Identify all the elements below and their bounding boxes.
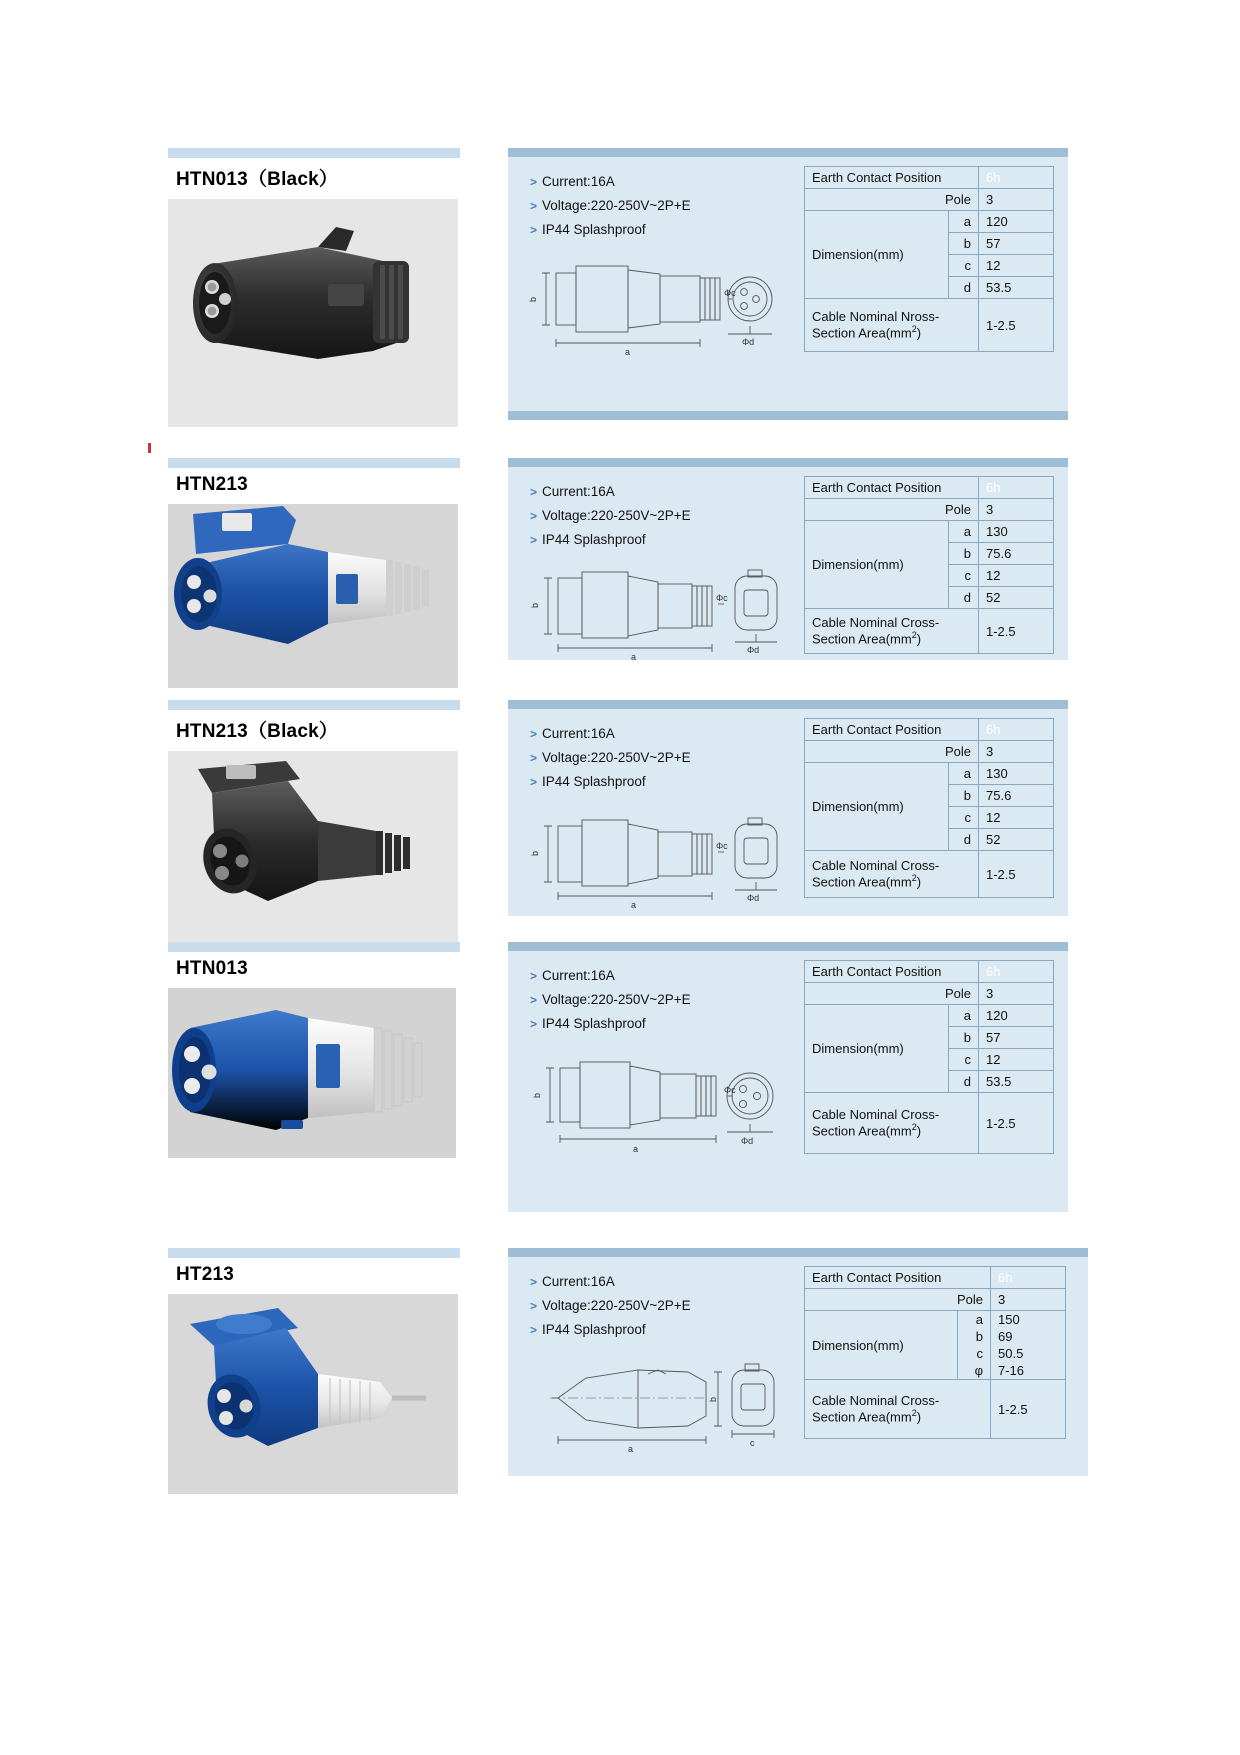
product-1-panel — [508, 148, 1068, 420]
dim-key: d — [948, 277, 978, 299]
product-photo — [168, 199, 458, 427]
dim-value: 120 — [979, 211, 1054, 233]
spec-text: Current:16A — [542, 1274, 615, 1289]
dim-label-a: a — [628, 1444, 634, 1454]
dim-value: 52 — [979, 587, 1054, 609]
product-block-4 — [168, 942, 1068, 1212]
dim-key: c — [948, 565, 978, 587]
cable-value: 1-2.5 — [979, 851, 1054, 898]
dim-label-d: Φd — [741, 1136, 754, 1146]
dim-key: b — [948, 1027, 978, 1049]
cable-label-line1: Cable Nominal Cross- — [812, 1107, 940, 1123]
dim-key: a — [957, 1311, 991, 1329]
bullet-arrow-icon: > — [530, 485, 538, 499]
table-row — [805, 763, 1054, 785]
technical-drawing-4 — [528, 1046, 788, 1166]
earth-contact-label: Earth Contact Position — [805, 719, 979, 741]
spec-item — [530, 504, 691, 528]
dimension-label: Dimension(mm) — [805, 1311, 958, 1380]
product-5-panel — [508, 1248, 1088, 1476]
bullet-arrow-icon: > — [530, 199, 538, 213]
spec-item — [530, 1294, 691, 1318]
table-row — [805, 1093, 1054, 1154]
panel-top-stripe — [508, 942, 1068, 951]
red-mark — [148, 443, 151, 453]
bullet-arrow-icon: > — [530, 993, 538, 1007]
dim-value: 7-16 — [991, 1362, 1066, 1380]
spec-text: Voltage:220-250V~2P+E — [542, 508, 691, 523]
spec-list-1 — [530, 170, 691, 242]
dim-label-a: a — [625, 347, 631, 357]
pole-value: 3 — [979, 189, 1054, 211]
spec-item — [530, 1318, 691, 1342]
table-row — [805, 1267, 1066, 1289]
cable-value: 1-2.5 — [979, 1093, 1054, 1154]
dim-key: c — [957, 1345, 991, 1362]
panel-top-stripe — [508, 1248, 1088, 1257]
cable-label-sup: 2 — [911, 630, 917, 641]
dim-label-a: a — [631, 900, 637, 910]
table-row — [805, 299, 1054, 352]
product-photo — [168, 504, 458, 688]
table-row — [805, 719, 1054, 741]
panel-top-stripe — [508, 148, 1068, 157]
dim-value: 57 — [979, 1027, 1054, 1049]
cable-label-end: ) — [916, 325, 922, 341]
spec-text: Voltage:220-250V~2P+E — [542, 198, 691, 213]
bullet-arrow-icon: > — [530, 509, 538, 523]
product-block-2 — [168, 458, 1068, 688]
table-row — [805, 983, 1054, 1005]
table-row — [805, 1380, 1066, 1439]
title-bar — [168, 458, 460, 468]
table-row — [805, 521, 1054, 543]
spec-item — [530, 528, 691, 552]
bullet-arrow-icon: > — [530, 1275, 538, 1289]
dim-key: d — [948, 1071, 978, 1093]
dim-value: 53.5 — [979, 1071, 1054, 1093]
spec-list-4 — [530, 964, 691, 1036]
dim-value: 57 — [979, 233, 1054, 255]
spec-text: Voltage:220-250V~2P+E — [542, 1298, 691, 1313]
dim-key: a — [948, 211, 978, 233]
spec-item — [530, 722, 691, 746]
product-title: HT213 — [176, 1264, 235, 1285]
product-title: HTN013（Black） — [176, 169, 339, 190]
bullet-arrow-icon: > — [530, 969, 538, 983]
product-title: HTN213 — [176, 474, 248, 495]
dim-label-c: Φc — [724, 288, 736, 298]
spec-item — [530, 194, 691, 218]
product-title: HTN013 — [176, 958, 248, 979]
product-4-panel — [508, 942, 1068, 1212]
cable-label-line2: Section Area(mm — [812, 874, 912, 890]
dim-value: 53.5 — [979, 277, 1054, 299]
table-row — [805, 499, 1054, 521]
pole-label: Pole — [805, 499, 979, 521]
table-row — [805, 477, 1054, 499]
cable-label-line2: Section Area(mm — [812, 1123, 912, 1139]
dim-value: 150 — [991, 1311, 1066, 1329]
spec-text: Voltage:220-250V~2P+E — [542, 750, 691, 765]
dim-key: d — [948, 829, 978, 851]
dimension-label: Dimension(mm) — [805, 521, 949, 609]
spec-table-4 — [804, 960, 1054, 1154]
pole-value: 3 — [979, 983, 1054, 1005]
dimension-label: Dimension(mm) — [805, 763, 949, 851]
dim-label-c: c — [750, 1438, 755, 1448]
spec-table-5 — [804, 1266, 1066, 1439]
spec-text: IP44 Splashproof — [542, 532, 646, 547]
dim-value: 69 — [991, 1328, 1066, 1345]
dim-value: 52 — [979, 829, 1054, 851]
product-3-panel — [508, 700, 1068, 916]
dim-label-a: a — [631, 652, 637, 662]
pole-value: 3 — [979, 741, 1054, 763]
technical-drawing-1 — [528, 248, 788, 378]
earth-contact-value: 6h — [991, 1267, 1066, 1289]
table-row — [805, 961, 1054, 983]
cable-label-line2: Section Area(mm — [812, 631, 912, 647]
dim-key: φ — [957, 1362, 991, 1380]
spec-list-5 — [530, 1270, 691, 1342]
product-block-3 — [168, 700, 1068, 947]
table-row — [805, 741, 1054, 763]
spec-table-1 — [804, 166, 1054, 352]
cable-label-sup: 2 — [911, 1122, 917, 1133]
product-title: HTN213（Black） — [176, 721, 339, 742]
dim-value: 12 — [979, 565, 1054, 587]
pole-label: Pole — [805, 983, 979, 1005]
cable-label-line1: Cable Nominal Cross- — [812, 1393, 940, 1409]
bullet-arrow-icon: > — [530, 775, 538, 789]
title-bar — [168, 942, 460, 952]
panel-top-stripe — [508, 458, 1068, 467]
dim-value: 120 — [979, 1005, 1054, 1027]
dim-key: b — [948, 785, 978, 807]
dim-value: 12 — [979, 807, 1054, 829]
bullet-arrow-icon: > — [530, 533, 538, 547]
dim-key: a — [948, 763, 978, 785]
spec-text: IP44 Splashproof — [542, 774, 646, 789]
dim-label-b: b — [708, 1396, 718, 1402]
earth-contact-label: Earth Contact Position — [805, 1267, 991, 1289]
bullet-arrow-icon: > — [530, 751, 538, 765]
cable-label-sup: 2 — [911, 873, 917, 884]
product-photo — [168, 1294, 458, 1494]
spec-list-2 — [530, 480, 691, 552]
dim-label-b: b — [530, 602, 540, 608]
pole-label: Pole — [805, 741, 979, 763]
earth-contact-value: 6h — [979, 477, 1054, 499]
product-3-left — [168, 700, 458, 947]
cable-label-end: ) — [916, 1123, 922, 1139]
dim-label-d: Φd — [747, 893, 760, 903]
dim-value: 75.6 — [979, 785, 1054, 807]
dim-value: 12 — [979, 255, 1054, 277]
dim-key: c — [948, 1049, 978, 1071]
spec-text: Current:16A — [542, 968, 615, 983]
pole-value: 3 — [991, 1289, 1066, 1311]
dim-key: c — [948, 807, 978, 829]
earth-contact-label: Earth Contact Position — [805, 477, 979, 499]
dim-value: 130 — [979, 763, 1054, 785]
spec-text: IP44 Splashproof — [542, 1016, 646, 1031]
product-4-left — [168, 942, 458, 1212]
dim-value: 75.6 — [979, 543, 1054, 565]
table-row — [805, 609, 1054, 654]
dim-key: a — [948, 1005, 978, 1027]
bullet-arrow-icon: > — [530, 1323, 538, 1337]
cable-label-end: ) — [916, 874, 922, 890]
cable-label-sup: 2 — [911, 1408, 917, 1419]
spec-item — [530, 770, 691, 794]
spec-list-3 — [530, 722, 691, 794]
spec-item — [530, 988, 691, 1012]
title-bar — [168, 700, 460, 710]
spec-text: Current:16A — [542, 174, 615, 189]
dim-value: 50.5 — [991, 1345, 1066, 1362]
dim-key: b — [948, 543, 978, 565]
earth-contact-label: Earth Contact Position — [805, 167, 979, 189]
spec-item — [530, 1012, 691, 1036]
earth-contact-value: 6h — [979, 167, 1054, 189]
product-block-1 — [168, 148, 1068, 427]
spec-item — [530, 746, 691, 770]
dim-key: b — [957, 1328, 991, 1345]
cable-label — [805, 1093, 979, 1154]
bullet-arrow-icon: > — [530, 727, 538, 741]
bullet-arrow-icon: > — [530, 1299, 538, 1313]
product-1-left — [168, 148, 458, 427]
table-row — [805, 1005, 1054, 1027]
product-5-left — [168, 1248, 458, 1494]
bullet-arrow-icon: > — [530, 175, 538, 189]
cable-label-line2: Section Area(mm — [812, 1409, 912, 1425]
cable-value: 1-2.5 — [991, 1380, 1066, 1439]
spec-text: IP44 Splashproof — [542, 222, 646, 237]
cable-label-line2: Section Area(mm — [812, 325, 912, 341]
dim-label-d: Φd — [747, 645, 760, 655]
pole-label: Pole — [805, 189, 979, 211]
spec-item — [530, 964, 691, 988]
product-block-5 — [168, 1248, 1088, 1494]
spec-table-3 — [804, 718, 1054, 898]
cable-label — [805, 851, 979, 898]
cable-label-end: ) — [916, 1409, 922, 1425]
cable-label — [805, 1380, 991, 1439]
table-row — [805, 1289, 1066, 1311]
cable-label-end: ) — [916, 631, 922, 647]
dim-value: 130 — [979, 521, 1054, 543]
dim-value: 12 — [979, 1049, 1054, 1071]
product-2-panel — [508, 458, 1068, 660]
dim-key: a — [948, 521, 978, 543]
dimension-label: Dimension(mm) — [805, 1005, 949, 1093]
spec-item — [530, 480, 691, 504]
dim-key: d — [948, 587, 978, 609]
spec-text: Voltage:220-250V~2P+E — [542, 992, 691, 1007]
dim-key: c — [948, 255, 978, 277]
pole-label: Pole — [805, 1289, 991, 1311]
pole-value: 3 — [979, 499, 1054, 521]
cable-value: 1-2.5 — [979, 609, 1054, 654]
dim-label-b: b — [530, 850, 540, 856]
table-row — [805, 851, 1054, 898]
spec-text: IP44 Splashproof — [542, 1322, 646, 1337]
spec-item — [530, 1270, 691, 1294]
cable-label-line1: Cable Nominal Cross- — [812, 858, 940, 874]
cable-label-line1: Cable Nominal Cross- — [812, 615, 940, 631]
dim-label-d: Φd — [742, 337, 755, 347]
spec-item — [530, 218, 691, 242]
dim-label-c: Φc — [716, 841, 728, 851]
cable-label-sup: 2 — [911, 324, 917, 335]
spec-text: Current:16A — [542, 484, 615, 499]
table-row — [805, 167, 1054, 189]
spec-item — [530, 170, 691, 194]
dim-label-c: Φc — [716, 593, 728, 603]
product-photo — [168, 988, 456, 1158]
spec-text: Current:16A — [542, 726, 615, 741]
cable-value: 1-2.5 — [979, 299, 1054, 352]
title-bar — [168, 1248, 460, 1258]
bullet-arrow-icon: > — [530, 1017, 538, 1031]
dim-key: b — [948, 233, 978, 255]
product-photo — [168, 751, 458, 947]
table-row — [805, 1311, 1066, 1329]
bullet-arrow-icon: > — [530, 223, 538, 237]
spec-table-2 — [804, 476, 1054, 654]
earth-contact-value: 6h — [979, 719, 1054, 741]
table-row — [805, 189, 1054, 211]
cable-label — [805, 609, 979, 654]
technical-drawing-5 — [528, 1348, 788, 1458]
panel-top-stripe — [508, 700, 1068, 709]
panel-bottom-stripe — [508, 411, 1068, 420]
earth-contact-label: Earth Contact Position — [805, 961, 979, 983]
dim-label-b: b — [532, 1092, 542, 1098]
table-row — [805, 211, 1054, 233]
cable-label-line1: Cable Nominal Nross- — [812, 309, 940, 325]
title-bar — [168, 148, 460, 158]
dim-label-a: a — [633, 1144, 639, 1154]
dim-label-c: Φc — [724, 1085, 736, 1095]
technical-drawing-2 — [528, 558, 788, 668]
technical-drawing-3 — [528, 806, 788, 916]
dimension-label: Dimension(mm) — [805, 211, 949, 299]
cable-label — [805, 299, 979, 352]
product-2-left — [168, 458, 458, 688]
earth-contact-value: 6h — [979, 961, 1054, 983]
dim-label-b: b — [528, 296, 538, 302]
